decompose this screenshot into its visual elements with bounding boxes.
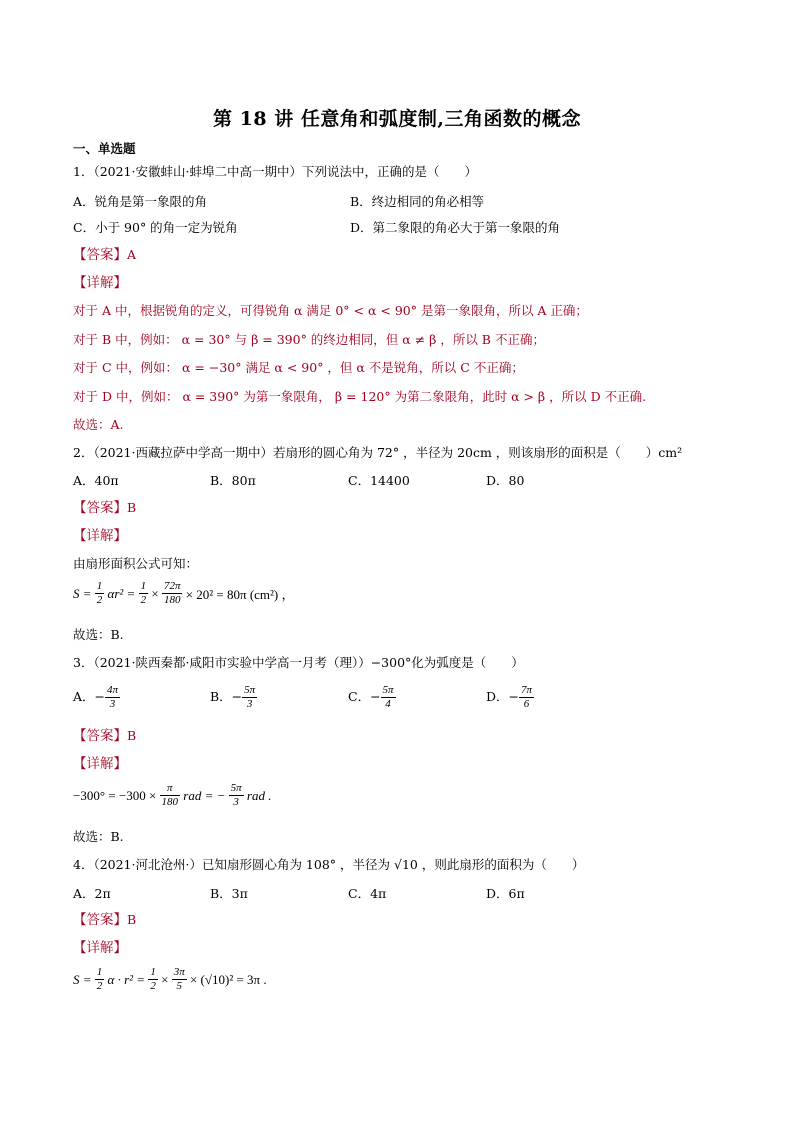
answer-label: 【答案】 <box>73 912 127 928</box>
fraction <box>172 966 187 993</box>
denominator: 4 <box>385 698 391 710</box>
fraction <box>160 782 181 809</box>
question-2-formula <box>73 580 295 607</box>
formula-text: S = <box>73 585 92 601</box>
denominator: 5 <box>176 980 182 992</box>
question-1-option-d: D．第二象限的角必大于第一象限的角 <box>350 220 561 235</box>
question-2-option-d: D．80 <box>486 473 525 488</box>
formula-text: rad = − <box>183 787 226 803</box>
question-2-detail-line: 由扇形面积公式可知： <box>73 556 199 571</box>
option-label: D．− <box>486 689 519 704</box>
answer-label: 【答案】 <box>73 247 127 263</box>
question-2-option-b: B．80π <box>210 473 256 488</box>
question-4-stem: 4．（2021·河北沧州·）已知扇形圆心角为 108° ，半径为 √10 ，则此扇形的面积为（ ） <box>73 857 585 872</box>
question-2-detail-label <box>73 527 127 545</box>
option-label: C．− <box>348 689 381 704</box>
formula-text: × <box>161 971 169 987</box>
numerator: π <box>160 782 181 796</box>
numerator: 5π <box>244 684 256 696</box>
formula-text: S = <box>73 971 92 987</box>
denominator: 180 <box>163 594 181 606</box>
question-3-option-b <box>210 684 257 711</box>
question-3-stem: 3．（2021·陕西秦都·咸阳市实验中学高一月考（理））−300°化为弧度是（ ） <box>73 655 524 670</box>
question-1-answer <box>73 246 136 264</box>
question-4-option-a: A．2π <box>73 886 111 901</box>
fraction <box>148 966 158 993</box>
formula-text: rad . <box>246 787 272 803</box>
answer-value: B <box>127 912 137 927</box>
fraction <box>95 580 105 607</box>
detail-label: 【详解】 <box>73 940 127 956</box>
question-2-option-c: C．14400 <box>348 473 410 488</box>
fraction <box>242 684 257 711</box>
question-1-option-a: A．锐角是第一象限的角 <box>73 194 208 209</box>
question-4-detail-label <box>73 939 127 957</box>
question-4-answer <box>73 911 136 929</box>
answer-label: 【答案】 <box>73 500 127 516</box>
numerator: 1 <box>150 966 156 978</box>
question-1-detail-line: 对于 C 中，例如： α = −30° 满足 α < 90° ，但 α 不是锐角，所以 C 不正确； <box>73 360 524 375</box>
denominator: 6 <box>523 698 530 710</box>
formula-text: × <box>151 585 159 601</box>
numerator: 5π <box>382 684 394 696</box>
section-heading: 一、单选题 <box>73 141 136 156</box>
denominator: 3 <box>233 796 239 808</box>
question-1-detail-line: 对于 D 中，例如： α = 390° 为第一象限角， β = 120° 为第二象限角，此时 α > β ，所以 D 不正确. <box>73 389 647 404</box>
question-1-stem: 1．（2021·安徽蚌山·蚌埠二中高一期中）下列说法中，正确的是（ ） <box>73 164 477 179</box>
question-3-conclusion: 故选：B. <box>73 829 124 844</box>
numerator: 1 <box>96 966 103 978</box>
question-4-formula <box>73 966 267 993</box>
numerator: 4π <box>107 684 119 696</box>
question-1-detail-label <box>73 274 127 292</box>
denominator: 2 <box>150 980 156 992</box>
numerator: 3π <box>173 966 185 978</box>
formula-text: × (√10)² = 3π . <box>189 971 267 987</box>
fraction <box>105 684 120 711</box>
denominator: 2 <box>96 594 103 606</box>
question-4-option-b: B．3π <box>210 886 248 901</box>
denominator: 2 <box>140 594 147 606</box>
question-1-detail-line: 对于 B 中，例如： α = 30° 与 β = 390° 的终边相同，但 α ≠ β ，所以 B 不正确； <box>73 332 545 347</box>
question-2-stem: 2．（2021·西藏拉萨中学高一期中）若扇形的圆心角为 72° ，半径为 20cm ，则该扇形的面积是（ ）cm² <box>73 445 683 460</box>
page-title: 第 18 讲 任意角和弧度制,三角函数的概念 <box>213 108 581 130</box>
option-label: A．− <box>73 689 106 704</box>
question-1-option-c: C．小于 90° 的角一定为锐角 <box>73 220 238 235</box>
question-2-answer <box>73 499 136 517</box>
numerator: 7π <box>521 684 533 696</box>
detail-label: 【详解】 <box>73 528 127 544</box>
fraction <box>139 580 149 607</box>
formula-text: −300° = −300 × <box>73 787 157 803</box>
question-3-option-a <box>73 684 120 711</box>
option-label: B．− <box>210 689 243 704</box>
answer-label: 【答案】 <box>73 728 127 744</box>
question-2-option-a: A．40π <box>73 473 119 488</box>
question-3-detail-label <box>73 755 127 773</box>
question-3-option-d <box>486 684 534 711</box>
detail-label: 【详解】 <box>73 756 127 772</box>
numerator: 1 <box>140 580 147 592</box>
question-3-formula <box>73 782 271 809</box>
answer-value: B <box>127 728 137 743</box>
fraction <box>229 782 244 809</box>
detail-label: 【详解】 <box>73 275 127 291</box>
numerator: 5π <box>230 782 242 794</box>
question-1-detail-line: 对于 A 中，根据锐角的定义，可得锐角 α 满足 0° < α < 90° 是第一象限角，所以 A 正确； <box>73 303 588 318</box>
fraction <box>95 966 105 993</box>
answer-value: B <box>127 500 137 515</box>
numerator: 1 <box>96 580 103 592</box>
question-3-option-c <box>348 684 396 711</box>
denominator: 2 <box>96 980 103 992</box>
formula-text: αr² = <box>107 585 136 601</box>
answer-value: A <box>127 247 137 262</box>
numerator: 72π <box>163 580 181 592</box>
denominator: 3 <box>109 698 116 710</box>
question-4-option-d: D．6π <box>486 886 525 901</box>
question-1-option-b: B．终边相同的角必相等 <box>350 194 485 209</box>
formula-text: α · r² = <box>107 971 146 987</box>
question-2-conclusion: 故选：B. <box>73 627 124 642</box>
denominator: 3 <box>246 698 253 710</box>
question-4-option-c: C．4π <box>348 886 387 901</box>
question-3-answer <box>73 727 136 745</box>
formula-text: × 20² = 80π (cm²) ， <box>185 587 295 602</box>
question-1-conclusion: 故选：A. <box>73 417 124 432</box>
fraction <box>519 684 534 711</box>
denominator: 180 <box>161 796 179 808</box>
fraction <box>381 684 396 711</box>
fraction <box>162 580 183 607</box>
